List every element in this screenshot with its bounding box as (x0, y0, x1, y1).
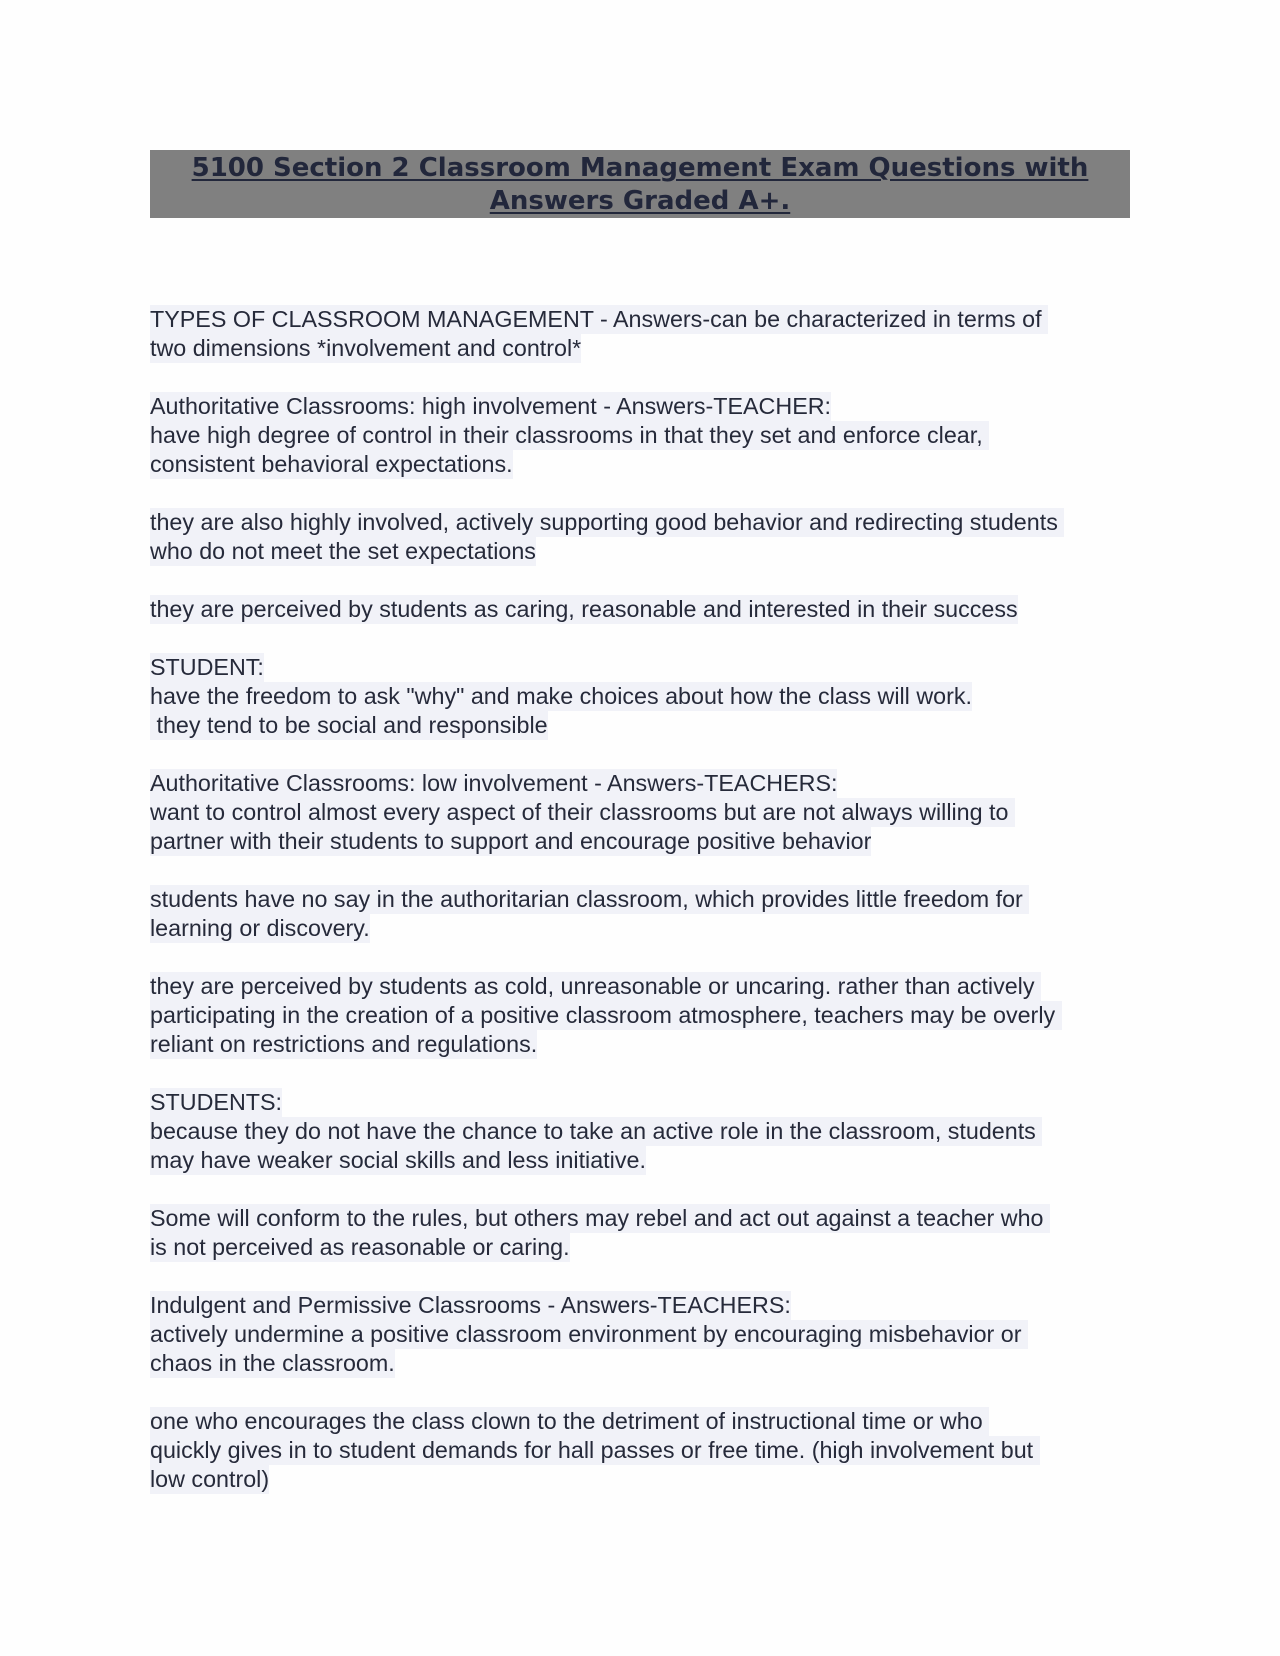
paragraph (150, 1291, 1130, 1378)
text-line: they are perceived by students as cold, unreasonable or uncaring. rather than actively (150, 973, 1041, 999)
paragraph (150, 653, 1130, 740)
text-line: consistent behavioral expectations. (150, 451, 513, 477)
title-banner (150, 150, 1130, 218)
paragraph (150, 392, 1130, 479)
text-line: students have no say in the authoritarian classroom, which provides little freedom for (150, 886, 1030, 912)
text-line: want to control almost every aspect of their classrooms but are not always willing to (150, 799, 1015, 825)
document-body (150, 305, 1130, 1494)
title-line-1: 5100 Section 2 Classroom Management Exam Questions with (191, 153, 1089, 183)
text-line: actively undermine a positive classroom environment by encouraging misbehavior or (150, 1321, 1028, 1347)
text-line: they are perceived by students as caring, reasonable and interested in their success (150, 596, 1018, 622)
text-line: because they do not have the chance to take an active role in the classroom, students (150, 1118, 1043, 1144)
text-line: partner with their students to support and encourage positive behavior (150, 828, 872, 854)
paragraph (150, 1407, 1130, 1494)
text-line: learning or discovery. (150, 915, 370, 941)
text-line: is not perceived as reasonable or caring. (150, 1234, 570, 1260)
text-line: two dimensions *involvement and control* (150, 335, 582, 361)
document-page (150, 150, 1130, 1523)
text-line: have high degree of control in their classrooms in that they set and enforce clear, (150, 422, 990, 448)
text-line: who do not meet the set expectations (150, 538, 536, 564)
paragraph (150, 1204, 1130, 1262)
text-line: participating in the creation of a positive classroom atmosphere, teachers may be overly (150, 1002, 1062, 1028)
text-line: they are also highly involved, actively supporting good behavior and redirecting students (150, 509, 1065, 535)
text-line: Indulgent and Permissive Classrooms - Answers-TEACHERS: (150, 1292, 791, 1318)
text-line: one who encourages the class clown to the detriment of instructional time or who (150, 1408, 990, 1434)
text-line: Authoritative Classrooms: high involvement - Answers-TEACHER: (150, 393, 832, 419)
text-line: STUDENT: (150, 654, 264, 680)
text-line: low control) (150, 1466, 270, 1492)
text-line: Authoritative Classrooms: low involvement - Answers-TEACHERS: (150, 770, 838, 796)
text-line: STUDENTS: (150, 1089, 283, 1115)
text-line: TYPES OF CLASSROOM MANAGEMENT - Answers-can be characterized in terms of (150, 306, 1049, 332)
text-line: they tend to be social and responsible (150, 712, 548, 738)
text-line: have the freedom to ask "why" and make choices about how the class will work. (150, 683, 972, 709)
text-line: may have weaker social skills and less initiative. (150, 1147, 646, 1173)
paragraph (150, 1088, 1130, 1175)
paragraph (150, 305, 1130, 363)
paragraph (150, 885, 1130, 943)
text-line: Some will conform to the rules, but others may rebel and act out against a teacher who (150, 1205, 1050, 1231)
paragraph (150, 508, 1130, 566)
title-line-2: Answers Graded A+. (489, 186, 791, 216)
paragraph (150, 595, 1130, 624)
text-line: reliant on restrictions and regulations. (150, 1031, 538, 1057)
text-line: chaos in the classroom. (150, 1350, 395, 1376)
text-line: quickly gives in to student demands for hall passes or free time. (high involvement but (150, 1437, 1040, 1463)
paragraph (150, 972, 1130, 1059)
paragraph (150, 769, 1130, 856)
